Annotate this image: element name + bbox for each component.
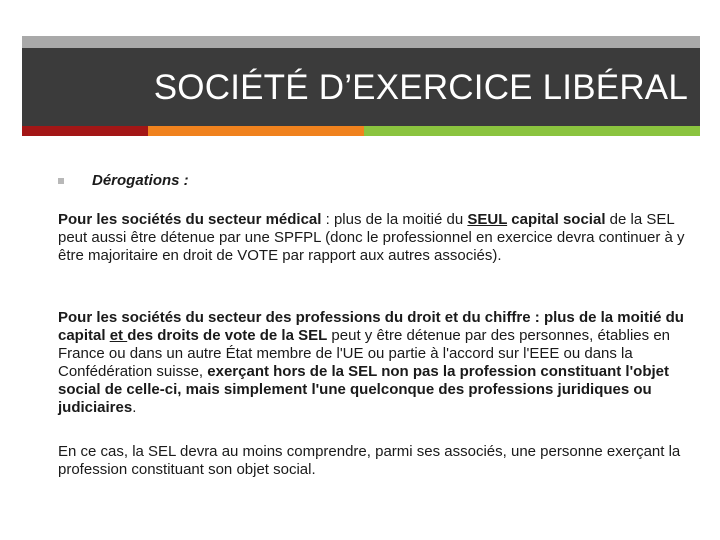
p2-text: peut y être détenue par des personnes, établies en France ou dans un autre État membre de l'UE ou partie à l'accord sur l'EEE ou dans la Confédération suisse, — [58, 327, 671, 380]
p2-period: . — [132, 399, 137, 416]
p1-underlined-seul: SEUL — [467, 211, 508, 228]
square-bullet-icon — [58, 178, 64, 184]
paragraph-medical — [58, 211, 692, 265]
p1-bold-lead: Pour les sociétés du secteur médical — [58, 211, 322, 228]
bullet-item — [58, 172, 678, 194]
slide-title: SOCIÉTÉ D’EXERCICE LIBÉRAL — [153, 68, 688, 107]
title-bar — [22, 48, 700, 126]
paragraph-droit-chiffre — [58, 309, 692, 417]
title-top-strip — [22, 36, 700, 48]
p2-bold-droits: des droits de vote de la SEL — [127, 327, 328, 344]
p2-bold-exercant: exerçant hors de la SEL non pas la profession constituant l'objet social de celle-ci, mais simplement l'une quelconque des professions juridiques ou judiciaires — [58, 363, 669, 416]
accent-bar-red — [22, 126, 148, 136]
bullet-label: Dérogations : — [92, 172, 189, 189]
p2-bold-lead: Pour les sociétés du secteur des professions du droit et du chiffre : plus de la moitié du capital — [58, 309, 684, 344]
accent-bar-orange — [148, 126, 364, 136]
paragraph-en-ce-cas: En ce cas, la SEL devra au moins comprendre, parmi ses associés, une personne exerçant la profession constituant son objet social. — [58, 443, 681, 478]
p1-text: : plus de la moitié du — [321, 211, 468, 228]
p1-bold-capital: capital social — [507, 211, 606, 228]
p1-text-rest: de la SEL peut aussi être détenue par une SPFPL (donc le professionnel en exercice devra continuer à y être majoritaire en droit de VOTE par rapport aux autres associés). — [58, 211, 685, 264]
accent-bar-green — [364, 126, 700, 136]
p2-underlined-et: et — [109, 327, 128, 344]
